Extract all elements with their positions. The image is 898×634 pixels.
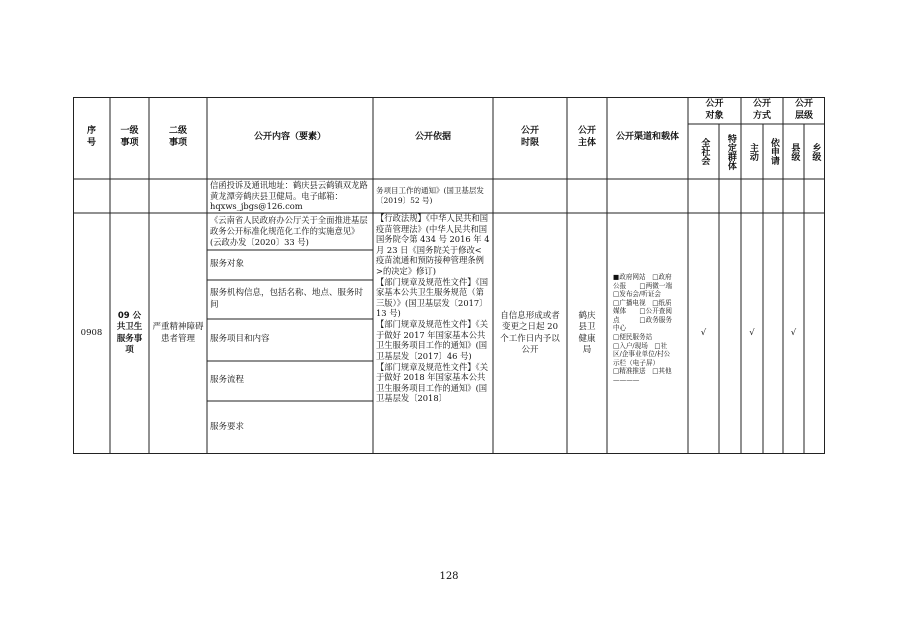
header-seq: 序号 [86, 126, 96, 148]
header-target-all: 全社会 [699, 138, 710, 165]
row-basis [373, 213, 493, 454]
header-level-county: 县级 [789, 142, 800, 161]
header-time-limit: 公开时限 [520, 126, 539, 148]
header-method: 公开方式 [752, 98, 771, 121]
header-level2: 二级事项 [168, 126, 187, 148]
channel-line: 区/企事业单位/村公 [613, 350, 671, 359]
row-seq: 0908 [80, 327, 103, 338]
header-method-active: 主动 [747, 142, 758, 161]
channel-line: □精准推送 □其他 [613, 367, 672, 376]
prev-row-content: 信函投诉及通讯地址：鹤庆县云鹤镇双龙路黄龙潭旁鹤庆县卫健局。电子邮箱：hqxws_jbgs@126.com [210, 179, 368, 212]
row-level1: 09 公共卫生服务事项 [116, 311, 143, 355]
channel-line: ■政府网站 □政府 [613, 273, 672, 281]
header-level-town: 乡级 [810, 142, 821, 161]
row-channels [613, 273, 687, 384]
basis-item: 【部门规章及规范性文件】《国家基本公共卫生服务规范（第三版）》(国卫基层发〔2017〕13 号) [376, 276, 489, 319]
channel-line: 公报 □两微一端 [613, 281, 672, 290]
header-method-request: 依申请 [768, 138, 779, 165]
check-level-county: √ [790, 327, 797, 338]
check-method-active: √ [749, 327, 755, 338]
check-method-request [763, 213, 783, 454]
content-item: 服务要求 [210, 421, 245, 432]
check-target-all: √ [700, 327, 707, 338]
basis-item: 【部门规章及规范性文件】《关于做好 2018 年国家基本公共卫生服务项目工作的通知》(国卫基层发〔2018〕 [376, 361, 489, 404]
row-subject: 鹤庆县卫健康局 [578, 311, 596, 355]
page-number: 128 [439, 571, 459, 582]
header-subject: 公开主体 [577, 126, 596, 148]
header-level1: 一级事项 [120, 126, 139, 148]
content-item: 服务机构信息，包括名称、地点、服务时间 [210, 288, 364, 310]
row-time-limit: 自信息形成或者变更之日起 20 个工作日内予以公开 [500, 311, 560, 355]
prev-row-basis: 务项目工作的通知》(国卫基层发〔2019〕52 号) [376, 186, 484, 205]
channel-line: □入户/现场 □社 [613, 341, 668, 350]
channel-line: 中心 [613, 324, 627, 333]
content-item: 《云南省人民政府办公厅关于全面推进基层政务公开标准化规范化工作的实施意见》(云政办发〔2020〕33 号) [210, 215, 368, 247]
channel-line: □发布会/听证会 [613, 290, 662, 299]
check-target-specific [719, 213, 741, 454]
content-item: 服务流程 [210, 375, 245, 386]
header-level: 公开层级 [794, 98, 813, 121]
basis-item: 【行政法规】《中华人民共和国疫苗管理法》(中华人民共和国国务院令第 434 号 2016 年 4 月 23 日《国务院关于修改<疫苗流通和预防接种管理条例>的决定》修订) [376, 213, 490, 277]
disclosure-table [73, 97, 825, 454]
channel-line: □广播电视 □纸质 [613, 298, 672, 307]
row-level2: 严重精神障碍患者管理 [152, 322, 204, 344]
content-item: 服务对象 [210, 259, 245, 270]
channel-line: ———— [613, 375, 640, 384]
check-level-town [804, 213, 825, 454]
header-channel: 公开渠道和载体 [615, 132, 679, 143]
header-content: 公开内容（要素） [253, 132, 326, 143]
basis-item: 【部门规章及规范性文件】《关于做好 2017 年国家基本公共卫生服务项目工作的通知》(国卫基层发〔2017〕46 号) [376, 319, 489, 361]
content-item: 服务项目和内容 [210, 334, 270, 345]
header-basis: 公开依据 [414, 132, 451, 143]
channel-line: 示栏（电子屏） [613, 358, 660, 367]
channel-line: □便民服务站 [613, 332, 653, 341]
header-target-specific: 特定群体 [725, 133, 736, 170]
channel-line: 点 □政务服务 [613, 315, 672, 324]
header-target: 公开对象 [705, 98, 724, 121]
channel-line: 媒体 □公开查阅 [613, 307, 672, 316]
